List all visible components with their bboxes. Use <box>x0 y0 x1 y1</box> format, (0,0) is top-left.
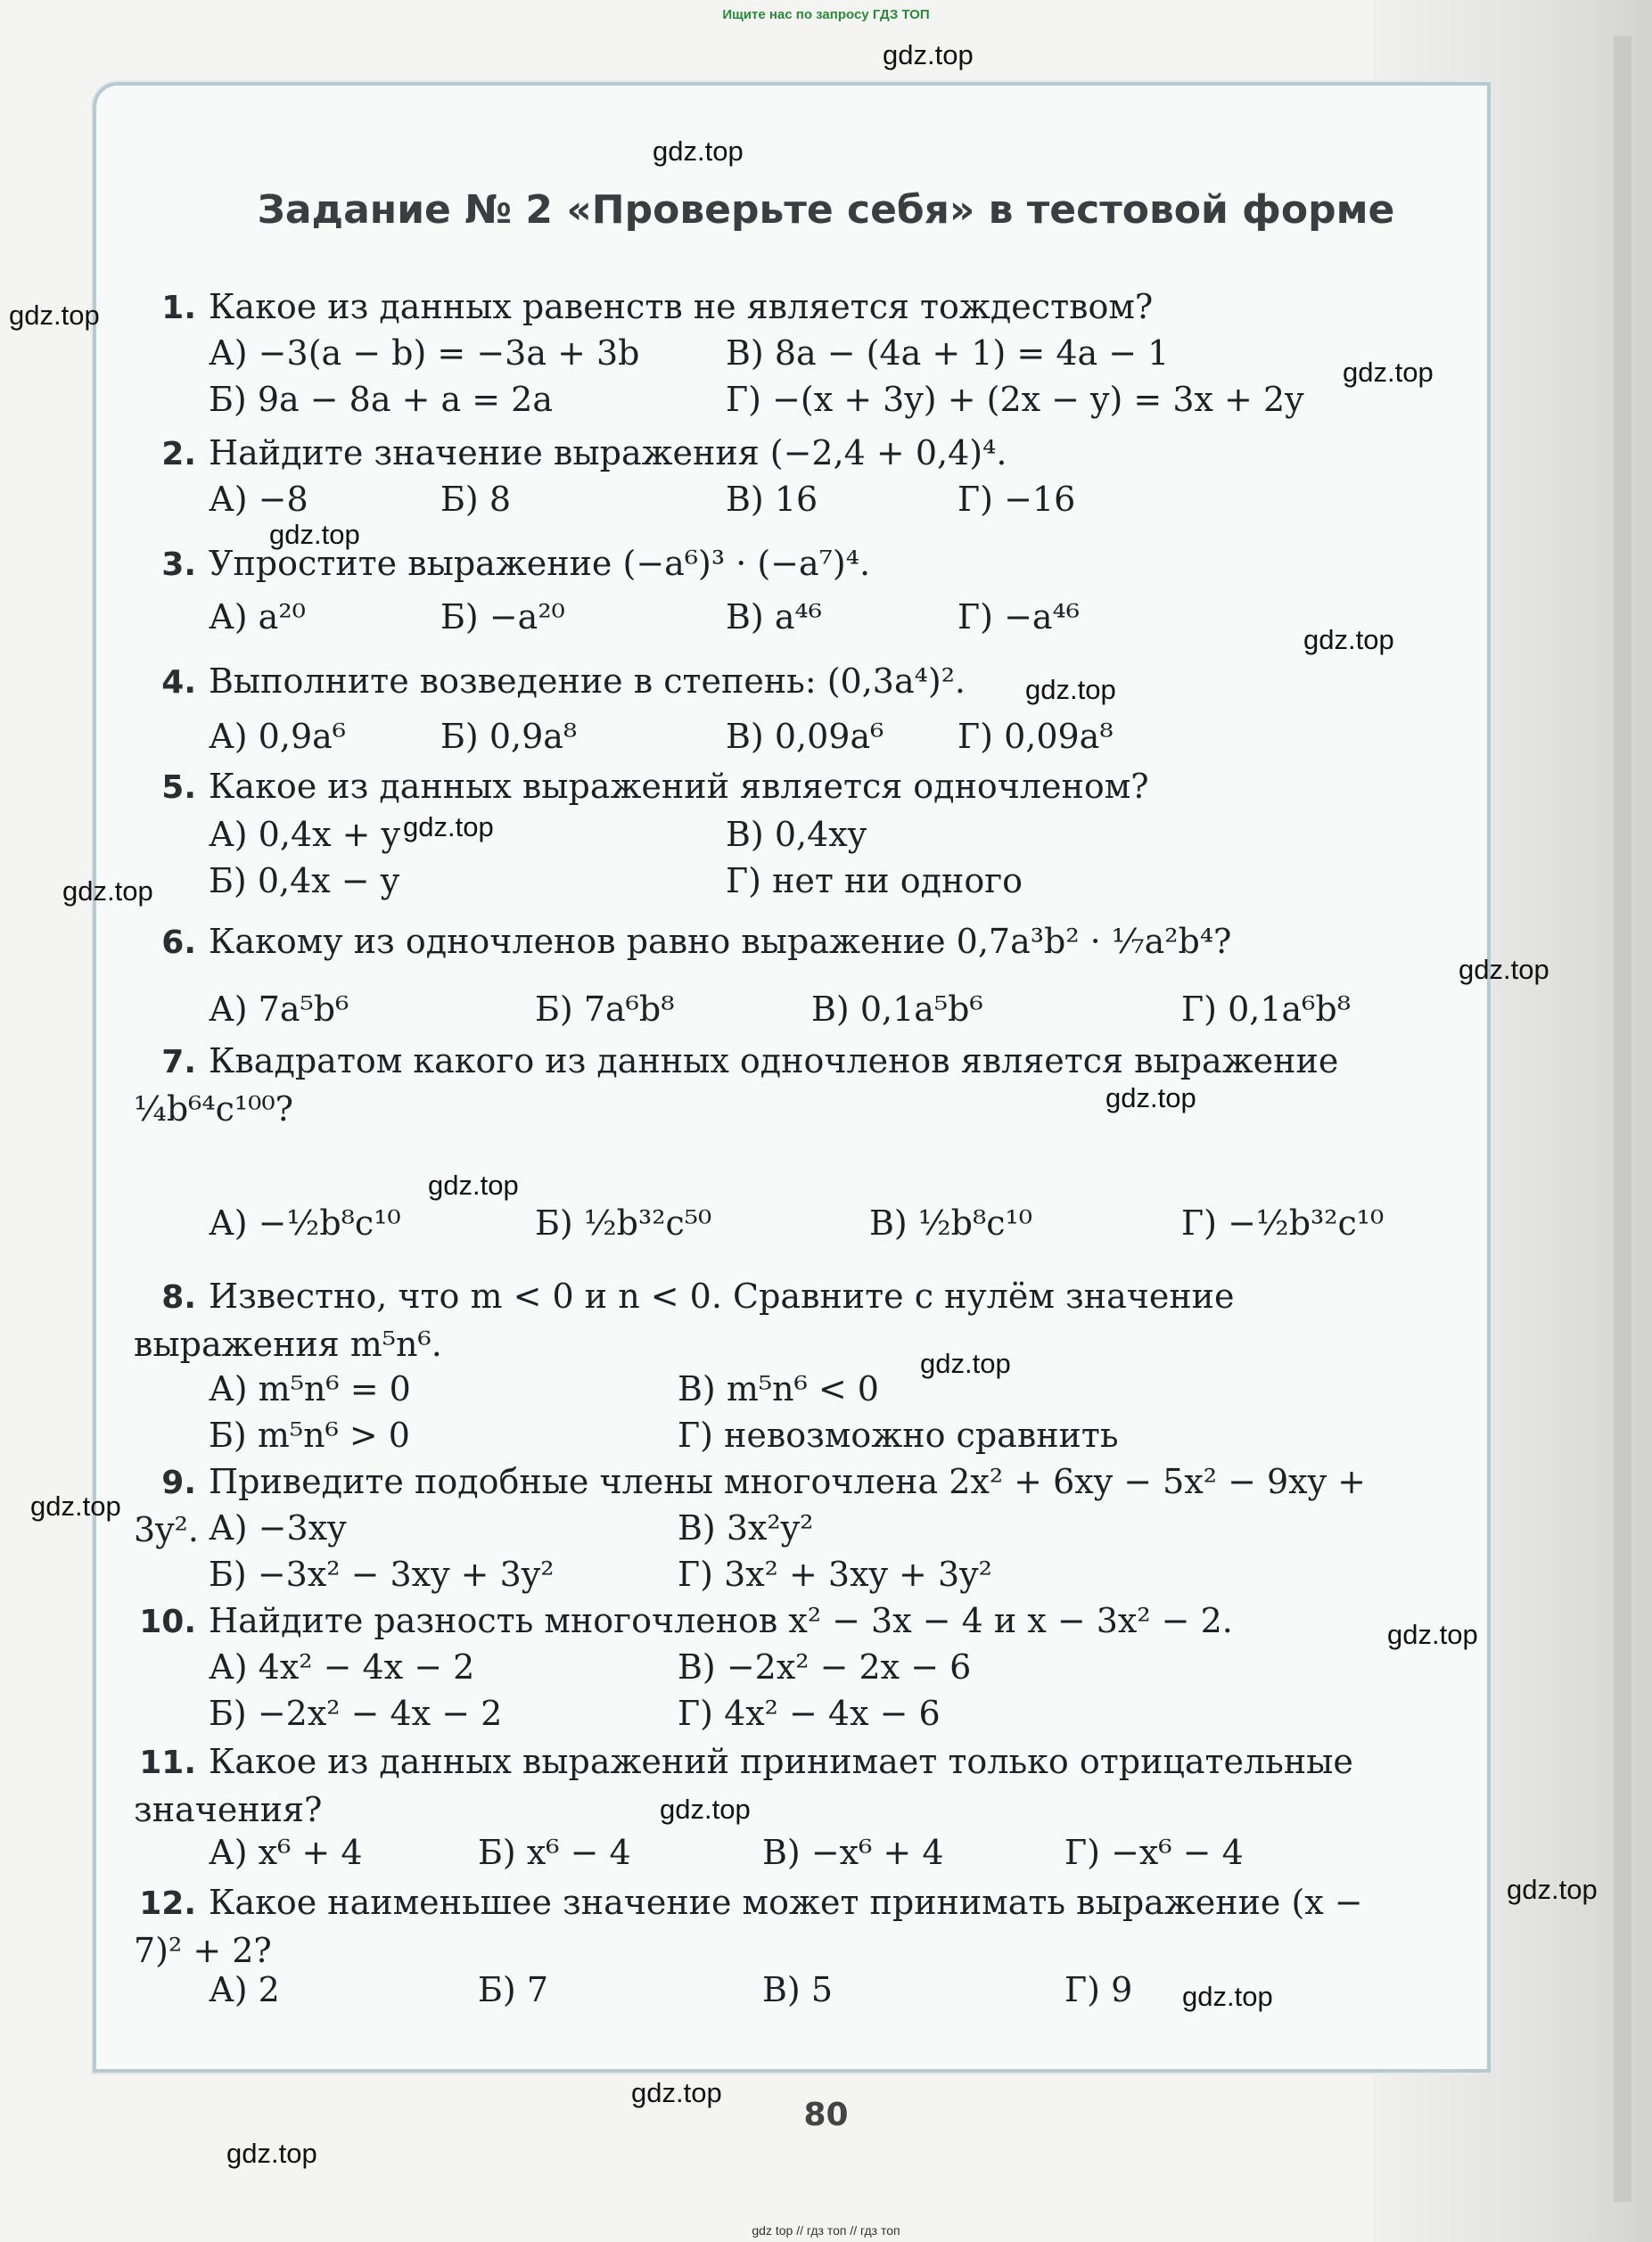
question-number: 12. <box>139 1885 196 1922</box>
option-g[interactable]: Г) нет ни одного <box>726 861 1023 900</box>
option-a[interactable]: А) −½b⁸c¹⁰ <box>209 1203 401 1243</box>
watermark: gdz.top <box>1507 1874 1598 1905</box>
question-text: Какое из данных равенств не является тождеством? <box>209 287 1154 326</box>
watermark: gdz.top <box>9 300 100 331</box>
option-a[interactable]: А) 4x² − 4x − 2 <box>209 1647 475 1687</box>
option-g[interactable]: Г) −16 <box>958 480 1076 519</box>
option-b[interactable]: Б) ½b³²c⁵⁰ <box>535 1203 712 1243</box>
option-b[interactable]: Б) m⁵n⁶ > 0 <box>209 1416 410 1455</box>
question-text: Выполните возведение в степень: (0,3a⁴)². <box>209 661 966 701</box>
question-number: 9. <box>161 1465 196 1501</box>
option-v[interactable]: В) ½b⁸c¹⁰ <box>869 1203 1032 1243</box>
option-v[interactable]: В) 0,4xy <box>726 815 867 854</box>
question-7 <box>134 1038 1418 1132</box>
question-number: 3. <box>161 546 196 583</box>
option-a[interactable]: А) x⁶ + 4 <box>209 1833 363 1872</box>
question-number: 4. <box>161 664 196 701</box>
option-a[interactable]: А) −3(a − b) = −3a + 3b <box>209 333 640 373</box>
task-card-tab <box>785 82 1484 148</box>
option-a[interactable]: А) 0,4x + y <box>209 815 401 854</box>
option-g[interactable]: Г) невозможно сравнить <box>678 1416 1119 1455</box>
watermark: gdz.top <box>269 519 360 550</box>
option-g[interactable]: Г) 0,09a⁸ <box>958 717 1114 756</box>
watermark: gdz.top <box>428 1170 519 1201</box>
watermark: gdz.top <box>62 875 153 907</box>
question-number: 11. <box>139 1745 196 1781</box>
option-b[interactable]: Б) −3x² − 3xy + 3y² <box>209 1555 555 1594</box>
option-g[interactable]: Г) 3x² + 3xy + 3y² <box>678 1555 992 1594</box>
page-edge <box>1614 36 1631 2202</box>
option-g[interactable]: Г) −½b³²c¹⁰ <box>1181 1203 1385 1243</box>
option-v[interactable]: В) 3x²y² <box>678 1508 814 1548</box>
watermark: gdz.top <box>1303 624 1394 655</box>
header-watermark: Ищите нас по запросу ГДЗ ТОП <box>722 7 930 22</box>
option-g[interactable]: Г) 9 <box>1064 1970 1133 2009</box>
question-text: Упростите выражение (−a⁶)³ · (−a⁷)⁴. <box>209 544 871 583</box>
question-text: Какое из данных выражений является одночленом? <box>209 767 1149 806</box>
option-v[interactable]: В) 8a − (4a + 1) = 4a − 1 <box>726 333 1170 373</box>
question-2 <box>134 430 1418 478</box>
question-text: Приведите подобные члены многочлена 2x² + 6xy − 5x² − 9xy + 3y². <box>134 1462 1366 1549</box>
question-text: Найдите значение выражения (−2,4 + 0,4)⁴. <box>209 433 1007 472</box>
watermark: gdz.top <box>1343 357 1434 388</box>
question-11 <box>134 1738 1418 1833</box>
watermark: gdz.top <box>1025 674 1116 705</box>
option-b[interactable]: Б) −a²⁰ <box>440 597 565 636</box>
question-4 <box>134 658 1418 706</box>
watermark: gdz.top <box>920 1348 1011 1379</box>
watermark: gdz.top <box>631 2077 722 2108</box>
page-title: Задание № 2 «Проверьте себя» в тестовой форме <box>257 187 1395 233</box>
option-a[interactable]: А) a²⁰ <box>209 597 306 636</box>
option-a[interactable]: А) −3xy <box>209 1508 347 1548</box>
option-g[interactable]: Г) −(x + 3y) + (2x − y) = 3x + 2y <box>726 380 1304 419</box>
option-v[interactable]: В) 16 <box>726 480 818 519</box>
option-b[interactable]: Б) 7a⁶b⁸ <box>535 990 675 1029</box>
question-number: 2. <box>161 436 196 472</box>
option-b[interactable]: Б) −2x² − 4x − 2 <box>209 1694 503 1733</box>
watermark: gdz.top <box>1459 954 1549 985</box>
watermark: gdz.top <box>653 136 744 167</box>
question-number: 7. <box>161 1044 196 1080</box>
option-a[interactable]: А) 7a⁵b⁶ <box>209 990 349 1029</box>
option-b[interactable]: Б) 8 <box>440 480 512 519</box>
option-v[interactable]: В) m⁵n⁶ < 0 <box>678 1369 879 1408</box>
option-b[interactable]: Б) 0,9a⁸ <box>440 717 578 756</box>
watermark: gdz.top <box>1105 1082 1196 1113</box>
option-a[interactable]: А) 2 <box>209 1970 280 2009</box>
question-1 <box>134 283 1418 332</box>
watermark: gdz.top <box>226 2138 317 2169</box>
option-v[interactable]: В) −x⁶ + 4 <box>762 1833 944 1872</box>
question-text: Известно, что m < 0 и n < 0. Сравните с нулём значение выражения m⁵n⁶. <box>134 1277 1235 1364</box>
option-b[interactable]: Б) 7 <box>478 1970 549 2009</box>
option-b[interactable]: Б) 9a − 8a + a = 2a <box>209 380 553 419</box>
option-b[interactable]: Б) x⁶ − 4 <box>478 1833 631 1872</box>
watermark: gdz.top <box>883 39 974 70</box>
watermark: gdz.top <box>30 1491 121 1522</box>
question-number: 10. <box>139 1604 196 1640</box>
question-number: 6. <box>161 924 196 961</box>
question-number: 1. <box>161 290 196 326</box>
question-text: Квадратом какого из данных одночленов является выражение ¹⁄₄b⁶⁴c¹⁰⁰? <box>134 1041 1339 1129</box>
footer-watermark: gdz top // гдз топ // гдз топ <box>752 2223 900 2238</box>
question-8 <box>134 1273 1418 1367</box>
option-a[interactable]: А) 0,9a⁶ <box>209 717 347 756</box>
question-text: Какому из одночленов равно выражение 0,7a³b² · ¹⁄₇a²b⁴? <box>209 922 1232 961</box>
option-g[interactable]: Г) −a⁴⁶ <box>958 597 1081 636</box>
option-a[interactable]: А) m⁵n⁶ = 0 <box>209 1369 411 1408</box>
option-g[interactable]: Г) −x⁶ − 4 <box>1064 1833 1244 1872</box>
question-text: Какое из данных выражений принимает только отрицательные значения? <box>134 1742 1353 1829</box>
option-v[interactable]: В) 0,1a⁵b⁶ <box>811 990 983 1029</box>
question-text: Найдите разность многочленов x² − 3x − 4 и x − 3x² − 2. <box>209 1601 1233 1640</box>
watermark: gdz.top <box>1182 1981 1273 2012</box>
option-g[interactable]: Г) 4x² − 4x − 6 <box>678 1694 941 1733</box>
watermark: gdz.top <box>403 811 494 842</box>
question-5 <box>134 763 1418 811</box>
option-v[interactable]: В) 5 <box>762 1970 834 2009</box>
option-v[interactable]: В) 0,09a⁶ <box>726 717 884 756</box>
watermark: gdz.top <box>1387 1619 1478 1650</box>
question-6 <box>134 918 1418 966</box>
question-12 <box>134 1879 1418 1974</box>
question-text: Какое наименьшее значение может принимать выражение (x − 7)² + 2? <box>134 1883 1363 1970</box>
page-number: 80 <box>803 2097 849 2133</box>
option-v[interactable]: В) a⁴⁶ <box>726 597 822 636</box>
question-10 <box>134 1597 1418 1646</box>
question-number: 5. <box>161 769 196 806</box>
option-b[interactable]: Б) 0,4x − y <box>209 861 400 900</box>
option-v[interactable]: В) −2x² − 2x − 6 <box>678 1647 972 1687</box>
option-a[interactable]: А) −8 <box>209 480 308 519</box>
question-number: 8. <box>161 1279 196 1316</box>
option-g[interactable]: Г) 0,1a⁶b⁸ <box>1181 990 1351 1029</box>
watermark: gdz.top <box>660 1794 751 1825</box>
